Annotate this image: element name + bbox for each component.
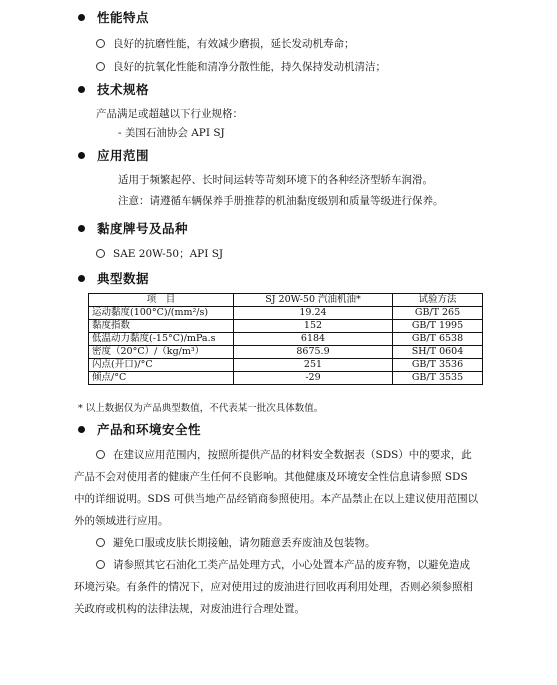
table-footnote: * 以上数据仅为产品典型数值，不代表某一批次具体数值。	[78, 403, 324, 414]
circle-bullet-icon	[96, 62, 105, 71]
value-cell: 251	[234, 359, 393, 372]
value-cell: 6184	[234, 333, 393, 346]
property-cell: 倾点/°C	[89, 372, 234, 385]
bullet-icon	[78, 225, 85, 232]
section-heading-typical	[78, 269, 149, 287]
table-row	[89, 372, 483, 385]
table-row	[89, 307, 483, 320]
section-heading-specs	[78, 80, 149, 98]
value-cell: 8675.9	[234, 346, 393, 359]
circle-bullet-icon	[96, 39, 105, 48]
performance-item: 良好的抗氧化性能和清净分散性能，持久保持发动机清洁；	[96, 60, 386, 74]
grades-item: SAE 20W-50；API SJ	[96, 247, 223, 261]
circle-bullet-icon	[96, 560, 105, 569]
application-note: 注意：请遵循车辆保养手册推荐的机油黏度级别和质量等级进行保养。	[118, 195, 444, 207]
safety-paragraph-line: 请参照其它石油化工类产品处理方式，小心处置本产品的废弃物，以避免造成	[96, 558, 470, 572]
heading-text: 性能特点	[97, 10, 150, 25]
method-cell: GB/T 3536	[393, 359, 483, 372]
safety-paragraph-line: 外的领域进行应用。	[74, 515, 169, 527]
heading-text: 产品和环境安全性	[97, 422, 202, 437]
value-cell: 19.24	[234, 307, 393, 320]
property-cell: 低温动力黏度(-15°C)/mPa.s	[89, 333, 234, 346]
circle-bullet-icon	[96, 249, 105, 258]
specs-intro: 产品满足或超越以下行业规格：	[96, 108, 243, 120]
property-cell: 运动黏度(100°C)/(mm²/s)	[89, 307, 234, 320]
property-cell: 密度（20°C）/（kg/m³）	[89, 346, 234, 359]
table-header-cell: 项 目	[89, 294, 234, 307]
section-heading-safety	[78, 420, 201, 438]
table-row	[89, 346, 483, 359]
safety-paragraph-line: 避免口服或皮肤长期接触，请勿随意丢弃废油及包装物。	[96, 536, 376, 550]
circle-bullet-icon	[96, 538, 105, 547]
table-row	[89, 320, 483, 333]
application-line: 适用于频繁起停、长时间运转等苛刻环境下的各种经济型轿车润滑。	[118, 174, 433, 186]
typical-data-table	[88, 293, 483, 385]
section-heading-application	[78, 146, 149, 164]
section-heading-grades	[78, 219, 188, 237]
heading-text: 技术规格	[97, 82, 150, 97]
bullet-icon	[78, 275, 85, 282]
value-cell: -29	[234, 372, 393, 385]
circle-bullet-icon	[96, 450, 105, 459]
table-header-cell: SJ 20W-50 汽油机油*	[234, 294, 393, 307]
heading-text: 应用范围	[97, 148, 150, 163]
method-cell: SH/T 0604	[393, 346, 483, 359]
heading-text: 黏度牌号及品种	[97, 221, 189, 236]
bullet-icon	[78, 152, 85, 159]
method-cell: GB/T 6538	[393, 333, 483, 346]
bullet-icon	[78, 86, 85, 93]
performance-item: 良好的抗磨性能，有效减少磨损，延长发动机寿命；	[96, 37, 355, 51]
table-row	[89, 359, 483, 372]
specs-item: - 美国石油协会 API SJ	[118, 127, 225, 139]
method-cell: GB/T 1995	[393, 320, 483, 333]
table-row	[89, 333, 483, 346]
property-cell: 黏度指数	[89, 320, 234, 333]
method-cell: GB/T 3535	[393, 372, 483, 385]
section-heading-performance	[78, 8, 149, 26]
safety-paragraph-line: 中的详细说明。SDS 可供当地产品经销商参照使用。本产品禁止在以上建议使用范围以	[74, 493, 479, 505]
safety-paragraph-line: 环境污染。有条件的情况下，应对使用过的废油进行回收再利用处理，否则必须参照相	[74, 581, 473, 593]
property-cell: 闪点(开口)/°C	[89, 359, 234, 372]
table-header-cell: 试验方法	[393, 294, 483, 307]
value-cell: 152	[234, 320, 393, 333]
bullet-icon	[78, 14, 85, 21]
safety-paragraph-line: 在建议应用范围内，按照所提供产品的材料安全数据表（SDS）中的要求，此	[96, 448, 472, 462]
safety-paragraph-line: 关政府或机构的法律法规，对废油进行合理处置。	[74, 603, 305, 615]
method-cell: GB/T 265	[393, 307, 483, 320]
bullet-icon	[78, 426, 85, 433]
heading-text: 典型数据	[97, 271, 150, 286]
safety-paragraph-line: 产品不会对使用者的健康产生任何不良影响。其他健康及环境安全性信息请参照 SDS	[74, 471, 468, 483]
table-header-row	[89, 294, 483, 307]
